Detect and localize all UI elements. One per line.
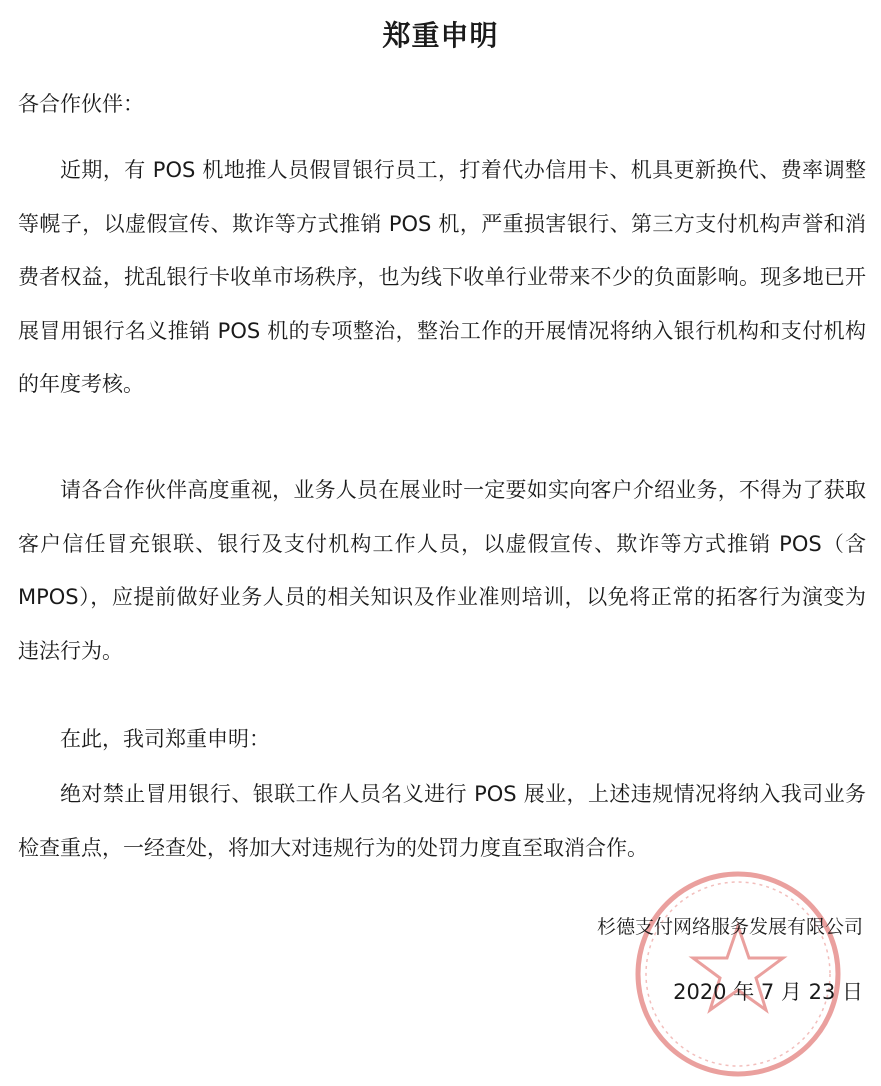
document-title: 郑重申明 <box>382 19 499 52</box>
salutation: 各合作伙伴： <box>18 92 144 116</box>
paragraph-4: 绝对禁止冒用银行、银联工作人员名义进行 POS 展业，上述违规情况将纳入我司业务检查重点，一经查处，将加大对违规行为的处罚力度直至取消合作。 <box>18 782 866 860</box>
paragraph-1: 近期，有 POS 机地推人员假冒银行员工，打着代办信用卡、机具更新换代、费率调整等幌子，以虚假宣传、欺诈等方式推销 POS 机，严重损害银行、第三方支付机构声誉和消费者权益，扰乱银行卡收单市场秩序，也为线下收单行业带来不少的负面影响。现多地已开展冒用银行名义推销 POS 机的专项整治，整治工作的开展情况将纳入银行机构和支付机构的年度考核。 <box>18 158 866 396</box>
red-star-seal-icon <box>632 868 844 1080</box>
signature-company: 杉德支付网络服务发展有限公司 <box>596 916 863 938</box>
signature-date: 2020 年 7 月 23 日 <box>673 980 863 1004</box>
paragraph-2: 请各合作伙伴高度重视，业务人员在展业时一定要如实向客户介绍业务，不得为了获取客户信任冒充银联、银行及支付机构工作人员，以虚假宣传、欺诈等方式推销 POS（含 MPOS），应提前做好业务人员的相关知识及作业准则培训，以免将正常的拓客行为演变为违法行为。 <box>18 478 866 663</box>
paragraph-3: 在此，我司郑重申明： <box>60 727 270 751</box>
